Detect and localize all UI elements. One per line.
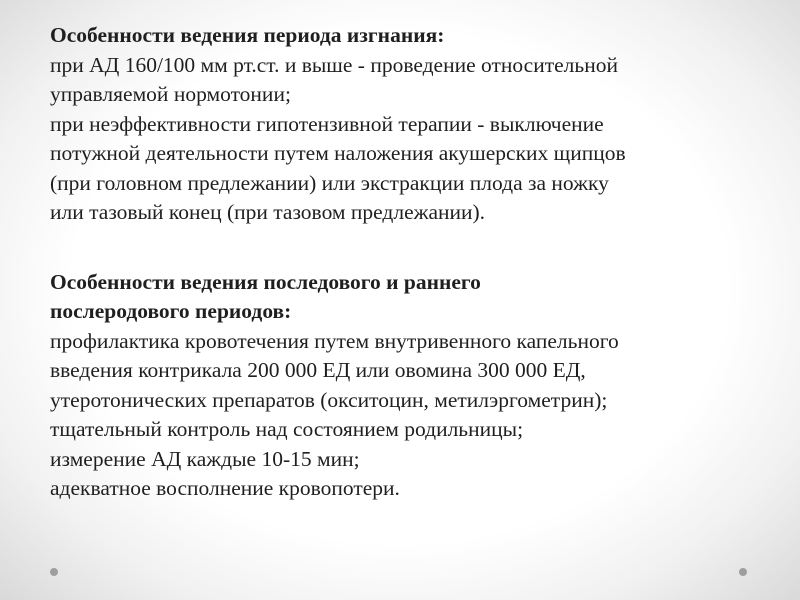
section-heading-afterbirth-period-cont: послеродового периодов: xyxy=(50,299,292,323)
decorative-dot-left xyxy=(50,568,58,576)
text-line: при неэффективности гипотензивной терапии - выключение xyxy=(50,111,604,136)
text-line: утеротонических препаратов (окситоцин, метилэргометрин); xyxy=(50,387,608,412)
text-line: введения контрикала 200 000 ЕД или овомина 300 000 ЕД, xyxy=(50,358,586,382)
text-line: при АД 160/100 мм рт.ст. и выше - проведение относительной xyxy=(50,52,618,77)
slide-content xyxy=(50,21,770,504)
paragraph-spacer xyxy=(50,228,770,268)
text-line: тщательный контроль над состоянием родильницы; xyxy=(50,417,524,441)
text-line: управляемой нормотонии; xyxy=(50,82,291,106)
text-line: или тазовый конец (при тазовом предлежании). xyxy=(50,200,486,224)
text-line: измерение АД каждые 10-15 мин; xyxy=(50,446,360,471)
section-heading-afterbirth-period: Особенности ведения последового и раннего xyxy=(50,269,481,294)
section-heading-expulsion-period: Особенности ведения периода изгнания: xyxy=(50,23,445,47)
text-line: адекватное восполнение кровопотери. xyxy=(50,476,400,500)
text-line: профилактика кровотечения путем внутривенного капельного xyxy=(50,328,619,353)
decorative-dot-right xyxy=(739,568,747,576)
text-line: потужной деятельности путем наложения акушерских щипцов xyxy=(50,141,626,165)
text-line: (при головном предлежании) или экстракции плода за ножку xyxy=(50,170,609,195)
